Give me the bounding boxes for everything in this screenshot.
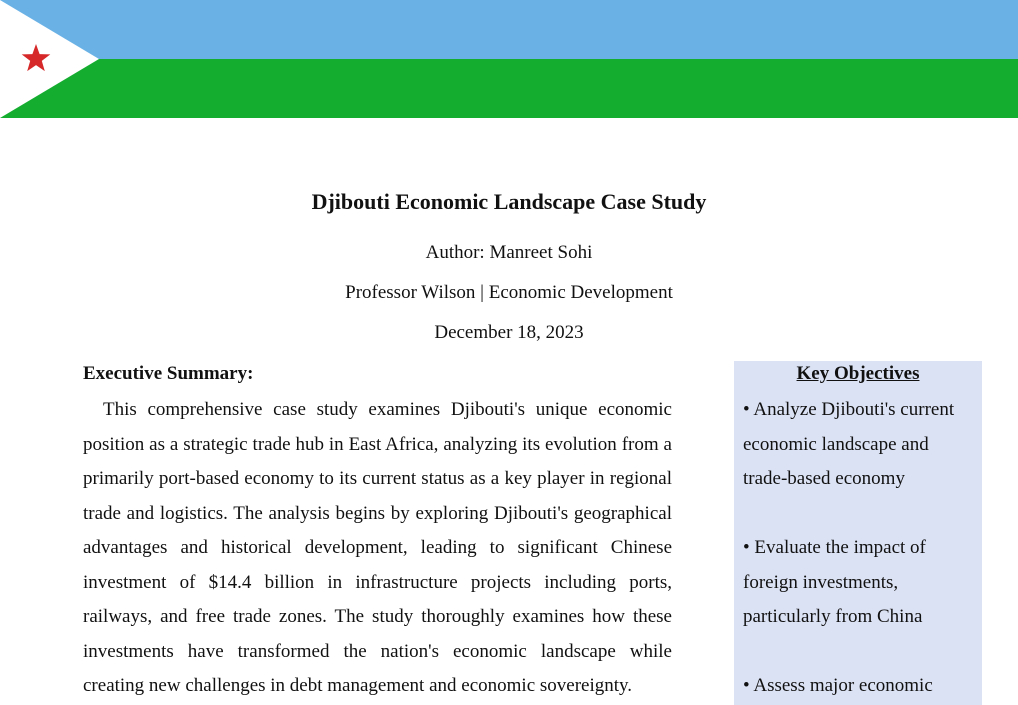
key-objectives-box [734,361,982,705]
author-line: Author: Manreet Sohi [425,242,593,263]
course-line: Professor Wilson | Economic Development [345,282,673,303]
djibouti-flag-banner [0,0,1018,118]
executive-summary-heading: Executive Summary: [83,363,254,384]
executive-summary-body: This comprehensive case study examines Djibouti's unique economic position as a strategic trade hub in East Africa, analyzing its evolution from a primarily port-based economy to its current status as a key player in regional trade and logistics. The analysis begins by exploring Djibouti's geographical advantages and historical development, leading to significant Chinese investment of $14.4 billion in infrastructure projects including ports, railways, and free trade zones. The study thoroughly examines how these investments have transformed the nation's economic landscape while creating new challenges in debt management and economic sovereignty. [83,399,672,696]
date-line: December 18, 2023 [434,322,584,343]
flag-bottom-band [0,59,1018,118]
key-objectives-heading: Key Objectives [796,363,920,384]
executive-summary-section [83,361,672,704]
djibouti-flag-icon [0,0,1018,118]
list-item: • Analyze Djibouti's current economic landscape and trade-based economy [743,399,955,489]
list-item: • Assess major economic [743,675,933,696]
flag-top-band [0,0,1018,59]
document-title: Djibouti Economic Landscape Case Study [311,189,707,214]
key-objectives-list [743,393,973,704]
list-item: • Evaluate the impact of foreign investments, particularly from China [743,537,926,627]
